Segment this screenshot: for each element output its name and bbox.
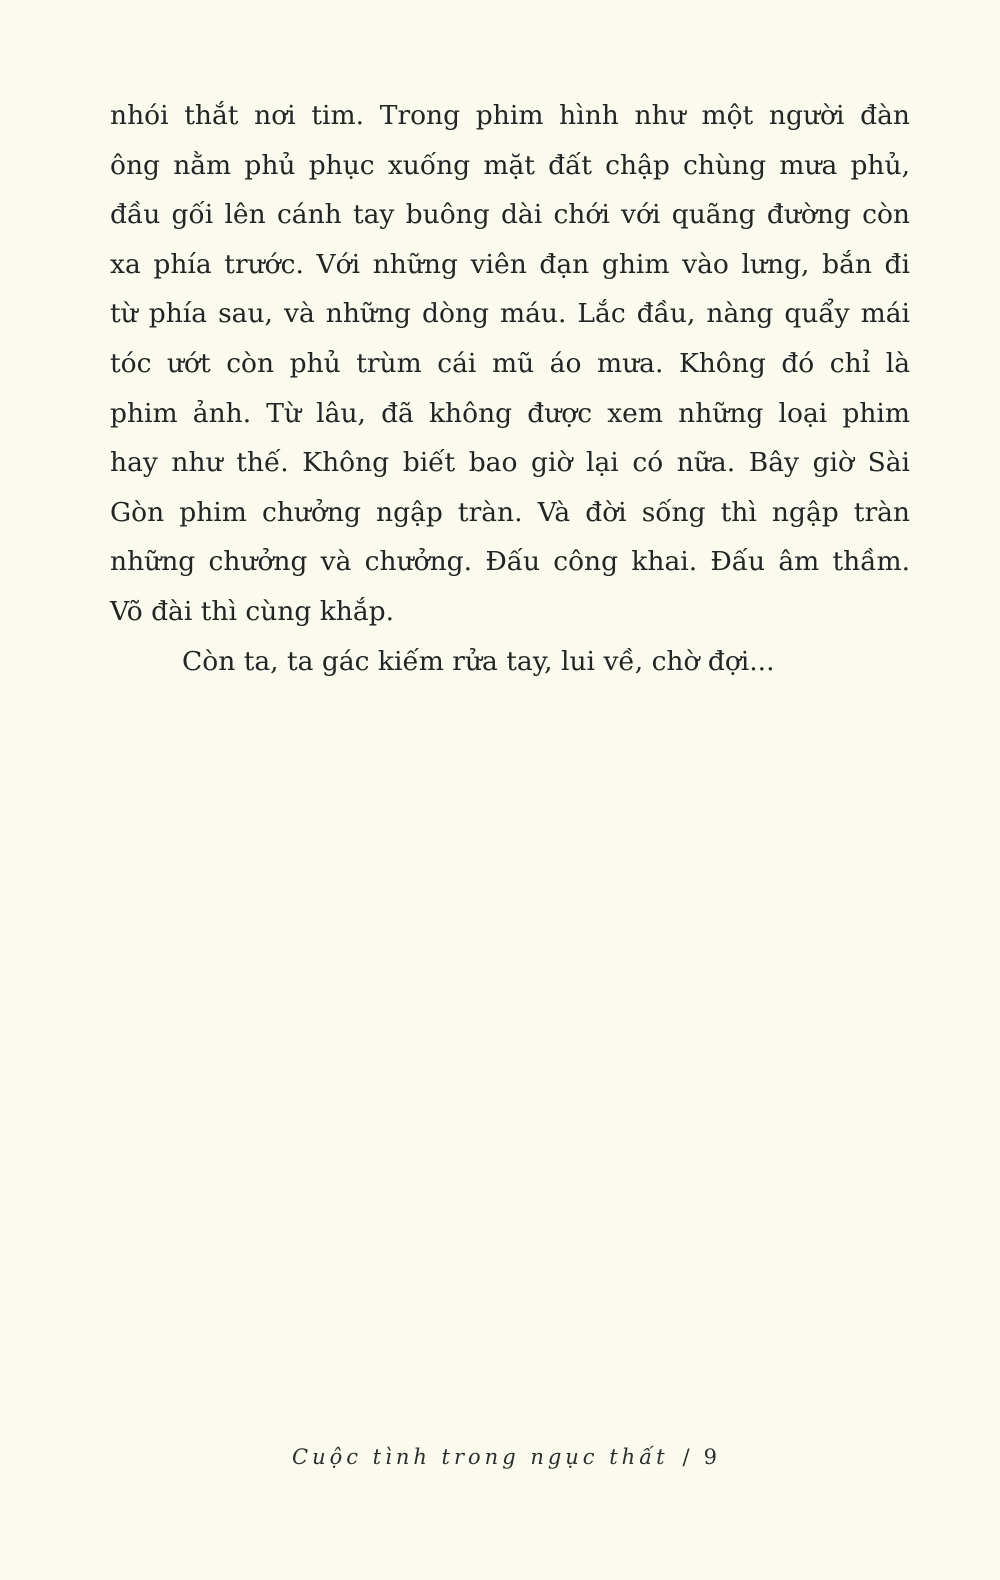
body-line-4: xa phía trước. Với những viên đạn ghim vào lưng, bắn đi bbox=[110, 248, 910, 280]
body-line-8: hay như thế. Không biết bao giờ lại có nữa. Bây giờ Sài bbox=[110, 447, 910, 479]
body-line-1: nhói thắt nơi tim. Trong phim hình như một người đàn bbox=[110, 100, 910, 131]
body-line-9: Gòn phim chưởng ngập tràn. Và đời sống thì ngập tràn bbox=[110, 496, 910, 528]
page-footer bbox=[292, 1440, 732, 1474]
body-line-6: tóc ướt còn phủ trùm cái mũ áo mưa. Không đó chỉ là bbox=[110, 347, 910, 379]
body-line-11: Võ đài thì cùng khắp. bbox=[110, 595, 395, 627]
body-line-10: những chưởng và chưởng. Đấu công khai. Đấu âm thầm. bbox=[110, 546, 910, 578]
body-line-7: phim ảnh. Từ lâu, đã không được xem những loại phim bbox=[110, 397, 910, 429]
running-title: Cuộc tình trong ngục thất bbox=[292, 1445, 669, 1469]
body-line-3: đầu gối lên cánh tay buông dài chới với quãng đường còn bbox=[110, 199, 910, 231]
body-text bbox=[110, 91, 910, 686]
body-line-2: ông nằm phủ phục xuống mặt đất chập chùng mưa phủ, bbox=[110, 149, 910, 181]
page-number: 9 bbox=[703, 1445, 717, 1469]
body-line-5: từ phía sau, và những dòng máu. Lắc đầu, nàng quẩy mái bbox=[110, 298, 910, 330]
footer-separator: / bbox=[682, 1445, 690, 1469]
closing-paragraph: Còn ta, ta gác kiếm rửa tay, lui về, chờ đợi... bbox=[182, 645, 775, 677]
